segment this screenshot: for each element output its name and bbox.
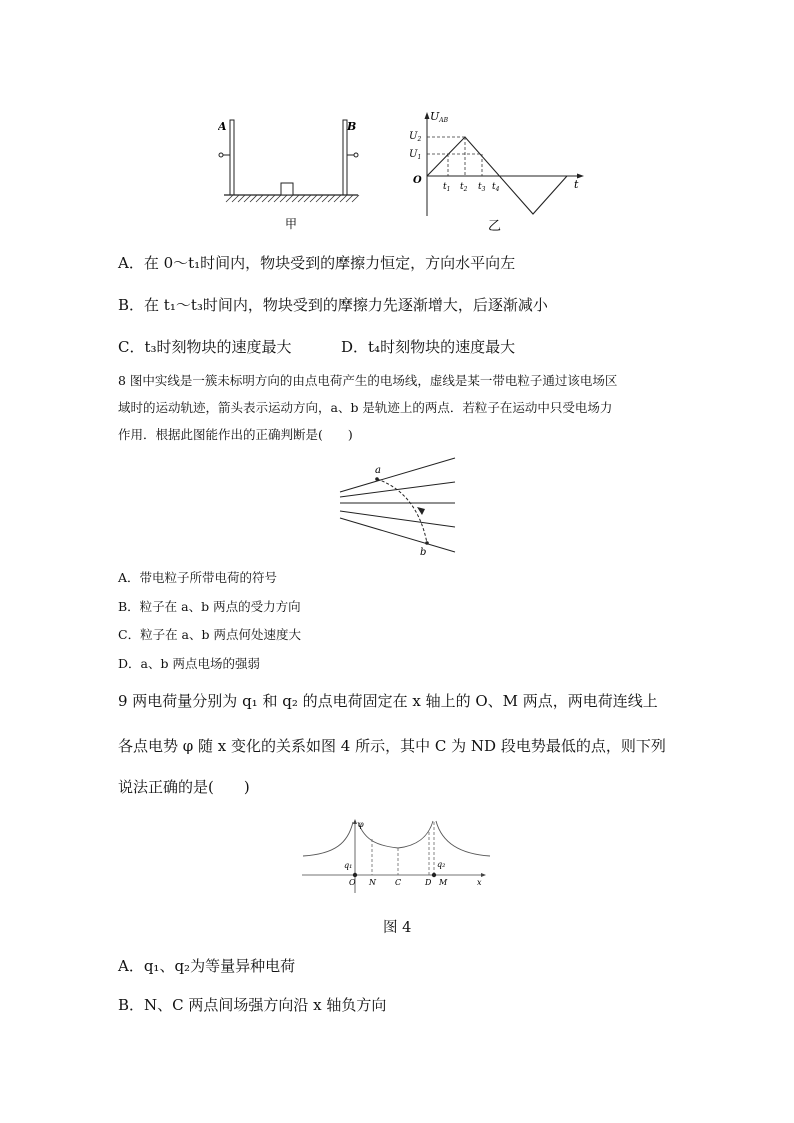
svg-text:t3: $t_3$ [478, 182, 486, 193]
svg-text:UAB [430, 110, 449, 124]
q8-stem-line2: 域时的运动轨迹，箭头表示运动方向，a、b 是轨迹上的两点．若粒子在运动中只受电场力 [118, 400, 613, 415]
potential-curve-right [436, 821, 490, 856]
arrow-icon [417, 507, 425, 515]
o-label: O [349, 878, 356, 887]
d-label: D [425, 878, 432, 887]
q8-option-b: B．粒子在 a、b 两点的受力方向 [118, 599, 301, 614]
ylabel-sub: AB [439, 117, 449, 124]
svg-text:t2: $t_2$ [460, 182, 468, 193]
t1: t [443, 182, 447, 192]
svg-text:t1: $t_1$ [443, 182, 451, 193]
ylabel: U [430, 110, 440, 123]
plate-a [230, 120, 234, 195]
q7-option-d: D．t₄时刻物块的速度最大 [341, 338, 516, 356]
q8-stem-line3: 作用．根据此图能作出的正确判断是( ) [118, 427, 353, 442]
point-b: b [420, 547, 427, 558]
caption-jia: 甲 [285, 217, 298, 231]
figure-field-lines [335, 455, 460, 560]
m-label: M [439, 878, 448, 887]
q9-stem-line3: 说法正确的是( ) [118, 778, 250, 796]
figure-potential [300, 818, 492, 896]
point-a: a [375, 465, 381, 476]
x-label: x [477, 878, 482, 887]
c-label: C [395, 878, 402, 887]
q2-label: q₂ [437, 860, 446, 869]
t2: t [460, 182, 464, 192]
phi-label: φ [358, 820, 364, 829]
svg-text:U1: $U_1$ [409, 149, 422, 161]
q8-stem-line1: 8 图中实线是一簇未标明方向的由点电荷产生的电场线，虚线是某一带电粒子通过该电场区 [118, 373, 618, 388]
q7-option-a: A．在 0～t₁时间内，物块受到的摩擦力恒定，方向水平向左 [118, 254, 516, 272]
q8-option-a: A．带电粒子所带电荷的符号 [118, 570, 278, 585]
q8-option-d: D．a、b 两点电场的强弱 [118, 656, 260, 671]
u1: U [409, 149, 418, 160]
q9-option-a: A．q₁、q₂为等量异种电荷 [118, 957, 296, 975]
potential-curve-middle [358, 821, 433, 848]
q9-stem-line1: 9 两电荷量分别为 q₁ 和 q₂ 的点电荷固定在 x 轴上的 O、M 两点，两电荷连线上 [118, 692, 658, 710]
block [281, 183, 293, 195]
xlabel: t [574, 178, 579, 191]
svg-text:t4: $t_4$ [492, 182, 500, 193]
origin: O [413, 175, 422, 186]
q8-option-c: C．粒子在 a、b 两点何处速度大 [118, 627, 301, 642]
potential-curve-left [303, 822, 353, 856]
label-a: A [218, 120, 227, 133]
field-line [340, 482, 455, 497]
q9-option-b: B．N、C 两点间场强方向沿 x 轴负方向 [118, 996, 387, 1014]
figure-4-caption: 图 4 [383, 920, 412, 936]
t4: t [492, 182, 496, 192]
q1-label: q₁ [344, 861, 353, 870]
field-line [340, 518, 455, 552]
u2: U [409, 131, 418, 142]
q9-stem-line2: 各点电势 φ 随 x 变化的关系如图 4 所示，其中 C 为 ND 段电势最低的点，则下列 [118, 737, 666, 755]
t3: t [478, 182, 482, 192]
field-line [340, 458, 455, 492]
figure-jia [218, 110, 368, 235]
svg-text:U2: $U_2$ [409, 131, 422, 143]
field-line [340, 511, 455, 527]
label-b: B [347, 120, 357, 133]
q7-option-b: B．在 t₁～t₃时间内，物块受到的摩擦力先逐渐增大，后逐渐减小 [118, 296, 548, 314]
caption-yi: 乙 [488, 219, 502, 234]
q7-option-c: C．t₃时刻物块的速度最大 [118, 338, 292, 356]
figure-yi [405, 108, 590, 235]
n-label: N [369, 878, 376, 887]
